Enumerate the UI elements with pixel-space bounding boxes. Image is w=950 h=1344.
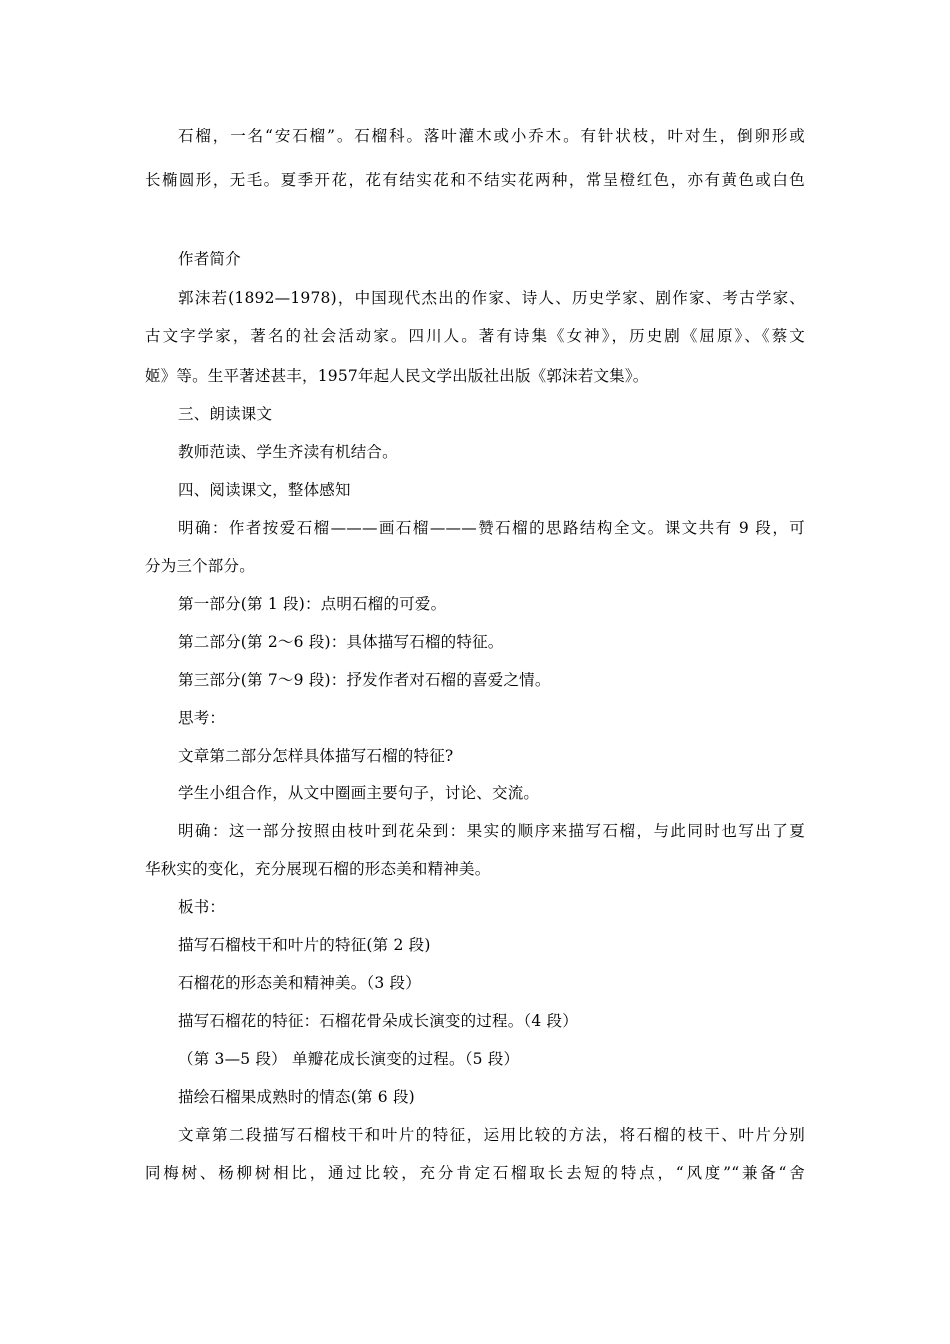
part-one-line: 第一部分(第 1 段)：点明石榴的可爱。 [178, 595, 447, 613]
overview-line-1: 明确：作者按爱石榴———画石榴———赞石榴的思路结构全文。课文共有 9 段，可 [178, 519, 805, 537]
answer-line-1: 明确：这一部分按照由枝叶到花朵到：果实的顺序来描写石榴，与此同时也写出了夏 [178, 822, 805, 840]
intro-line-2: 长椭圆形，无毛。夏季开花，花有结实花和不结实花两种，常呈橙红色，亦有黄色或白色 [145, 171, 805, 189]
board-item-4: （第 3—5 段） 单瓣花成长演变的过程。（5 段） [178, 1050, 520, 1068]
section-heading-author: 作者简介 [178, 250, 241, 268]
board-item-1: 描写石榴枝干和叶片的特征(第 2 段) [178, 936, 431, 954]
group-work-line: 学生小组合作，从文中圈画主要句子，讨论、交流。 [178, 784, 540, 802]
analysis-line-1: 文章第二段描写石榴枝干和叶片的特征，运用比较的方法，将石榴的枝干、叶片分别 [178, 1126, 805, 1144]
author-line-1: 郭沫若(1892—1978)，中国现代杰出的作家、诗人、历史学家、剧作家、考古学家、 [178, 289, 805, 307]
board-item-5: 描绘石榴果成熟时的情态(第 6 段) [178, 1088, 415, 1106]
author-line-2: 古文字学家，著名的社会活动家。四川人。著有诗集《女神》，历史剧《屈原》、《蔡文 [145, 327, 805, 345]
reading-line: 教师范读、学生齐渎有机结合。 [178, 443, 398, 461]
board-label: 板书： [178, 898, 226, 916]
analysis-line-2: 同梅树、杨柳树相比，通过比较，充分肯定石榴取长去短的特点，“风度”“兼备“舍 [145, 1164, 805, 1182]
answer-line-2: 华秋实的变化，充分展现石榴的形态美和精神美。 [145, 860, 491, 878]
board-item-3: 描写石榴花的特征：石榴花骨朵成长演变的过程。（4 段） [178, 1012, 578, 1030]
overview-line-2: 分为三个部分。 [145, 557, 255, 575]
question-line: 文章第二部分怎样具体描写石榴的特征? [178, 747, 454, 765]
intro-line-1: 石榴，一名“安石榴”。石榴科。落叶灌木或小乔木。有针状枝，叶对生，倒卵形或 [178, 127, 805, 145]
section-heading-reading: 三、朗读课文 [178, 405, 273, 423]
think-label: 思考： [178, 709, 226, 727]
part-three-line: 第三部分(第 7～9 段)：抒发作者对石榴的喜爱之情。 [178, 671, 551, 689]
author-line-3: 姬》等。生平著述甚丰，1957年起人民文学出版社出版《郭沫若文集》。 [145, 367, 649, 385]
part-two-line: 第二部分(第 2～6 段)：具体描写石榴的特征。 [178, 633, 504, 651]
section-heading-overview: 四、阅读课文，整体感知 [178, 481, 351, 499]
board-item-2: 石榴花的形态美和精神美。（3 段） [178, 974, 421, 992]
